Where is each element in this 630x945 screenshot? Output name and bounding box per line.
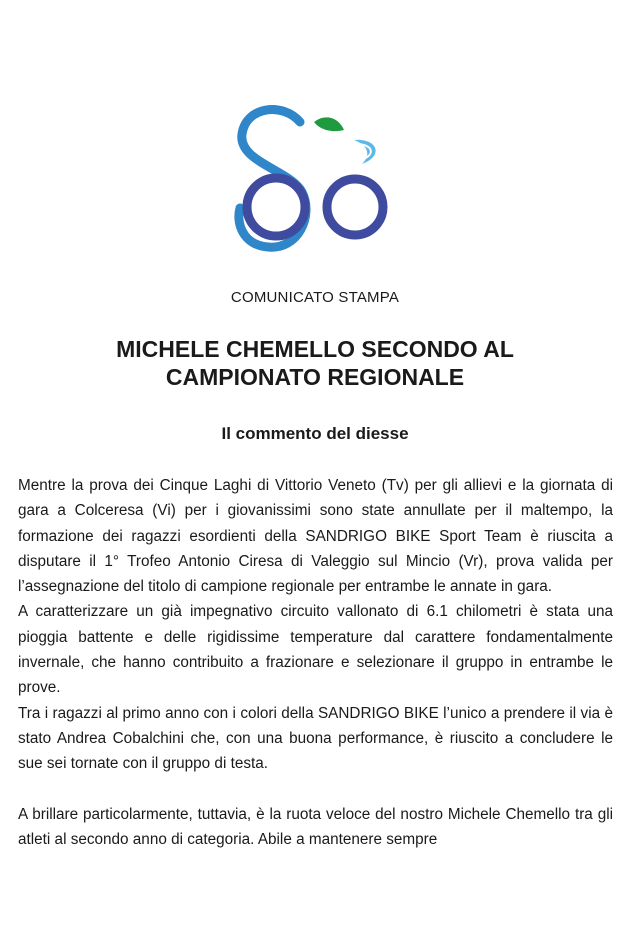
logo-wheel-left [247,178,305,236]
paragraph: Tra i ragazzi al primo anno con i colori della SANDRIGO BIKE l’unico a prendere il via è stato Andrea Cobalchini che, con una buona performance, è riuscito a concludere le sue sei tornate con il gruppo di testa. [18,704,613,773]
logo-head-leaf [314,117,344,131]
logo-wheel-right [327,179,383,235]
paragraph: A caratterizzare un già impegnativo circuito vallonato di 6.1 chilometri è stata una pioggia battente e delle rigidissime temperature dal carattere fondamentalmente invernale, che hanno contribuito a frazionare e selezionare il gruppo in entrambe le prove. [18,603,613,697]
headline-line-2: CAMPIONATO REGIONALE [165,364,465,390]
document-type-label: COMUNICATO STAMPA [230,289,400,306]
article-body [18,473,613,852]
paragraph: A brillare particolarmente, tuttavia, è la ruota veloce del nostro Michele Chemello tra gli atleti al secondo anno di categoria. Abile a mantenere sempre [18,805,613,848]
headline-line-1: MICHELE CHEMELLO SECONDO AL [116,336,514,362]
subtitle: Il commento del diesse [221,424,409,443]
cyclist-logo-icon [228,100,398,255]
headline [40,335,590,391]
paragraph: Mentre la prova dei Cinque Laghi di Vittorio Veneto (Tv) per gli allievi e la giornata di gara a Colceresa (Vi) per i giovanissimi sono state annullate per il maltempo, la formazione dei ragazzi esordienti della SANDRIGO BIKE Sport Team è riuscita a disputare il 1° Trofeo Antonio Ciresa di Valeggio sul Mincio (Vr), prova valida per l’assegnazione del titolo di campione regionale per entrambe le annate in gara. [18,477,613,596]
